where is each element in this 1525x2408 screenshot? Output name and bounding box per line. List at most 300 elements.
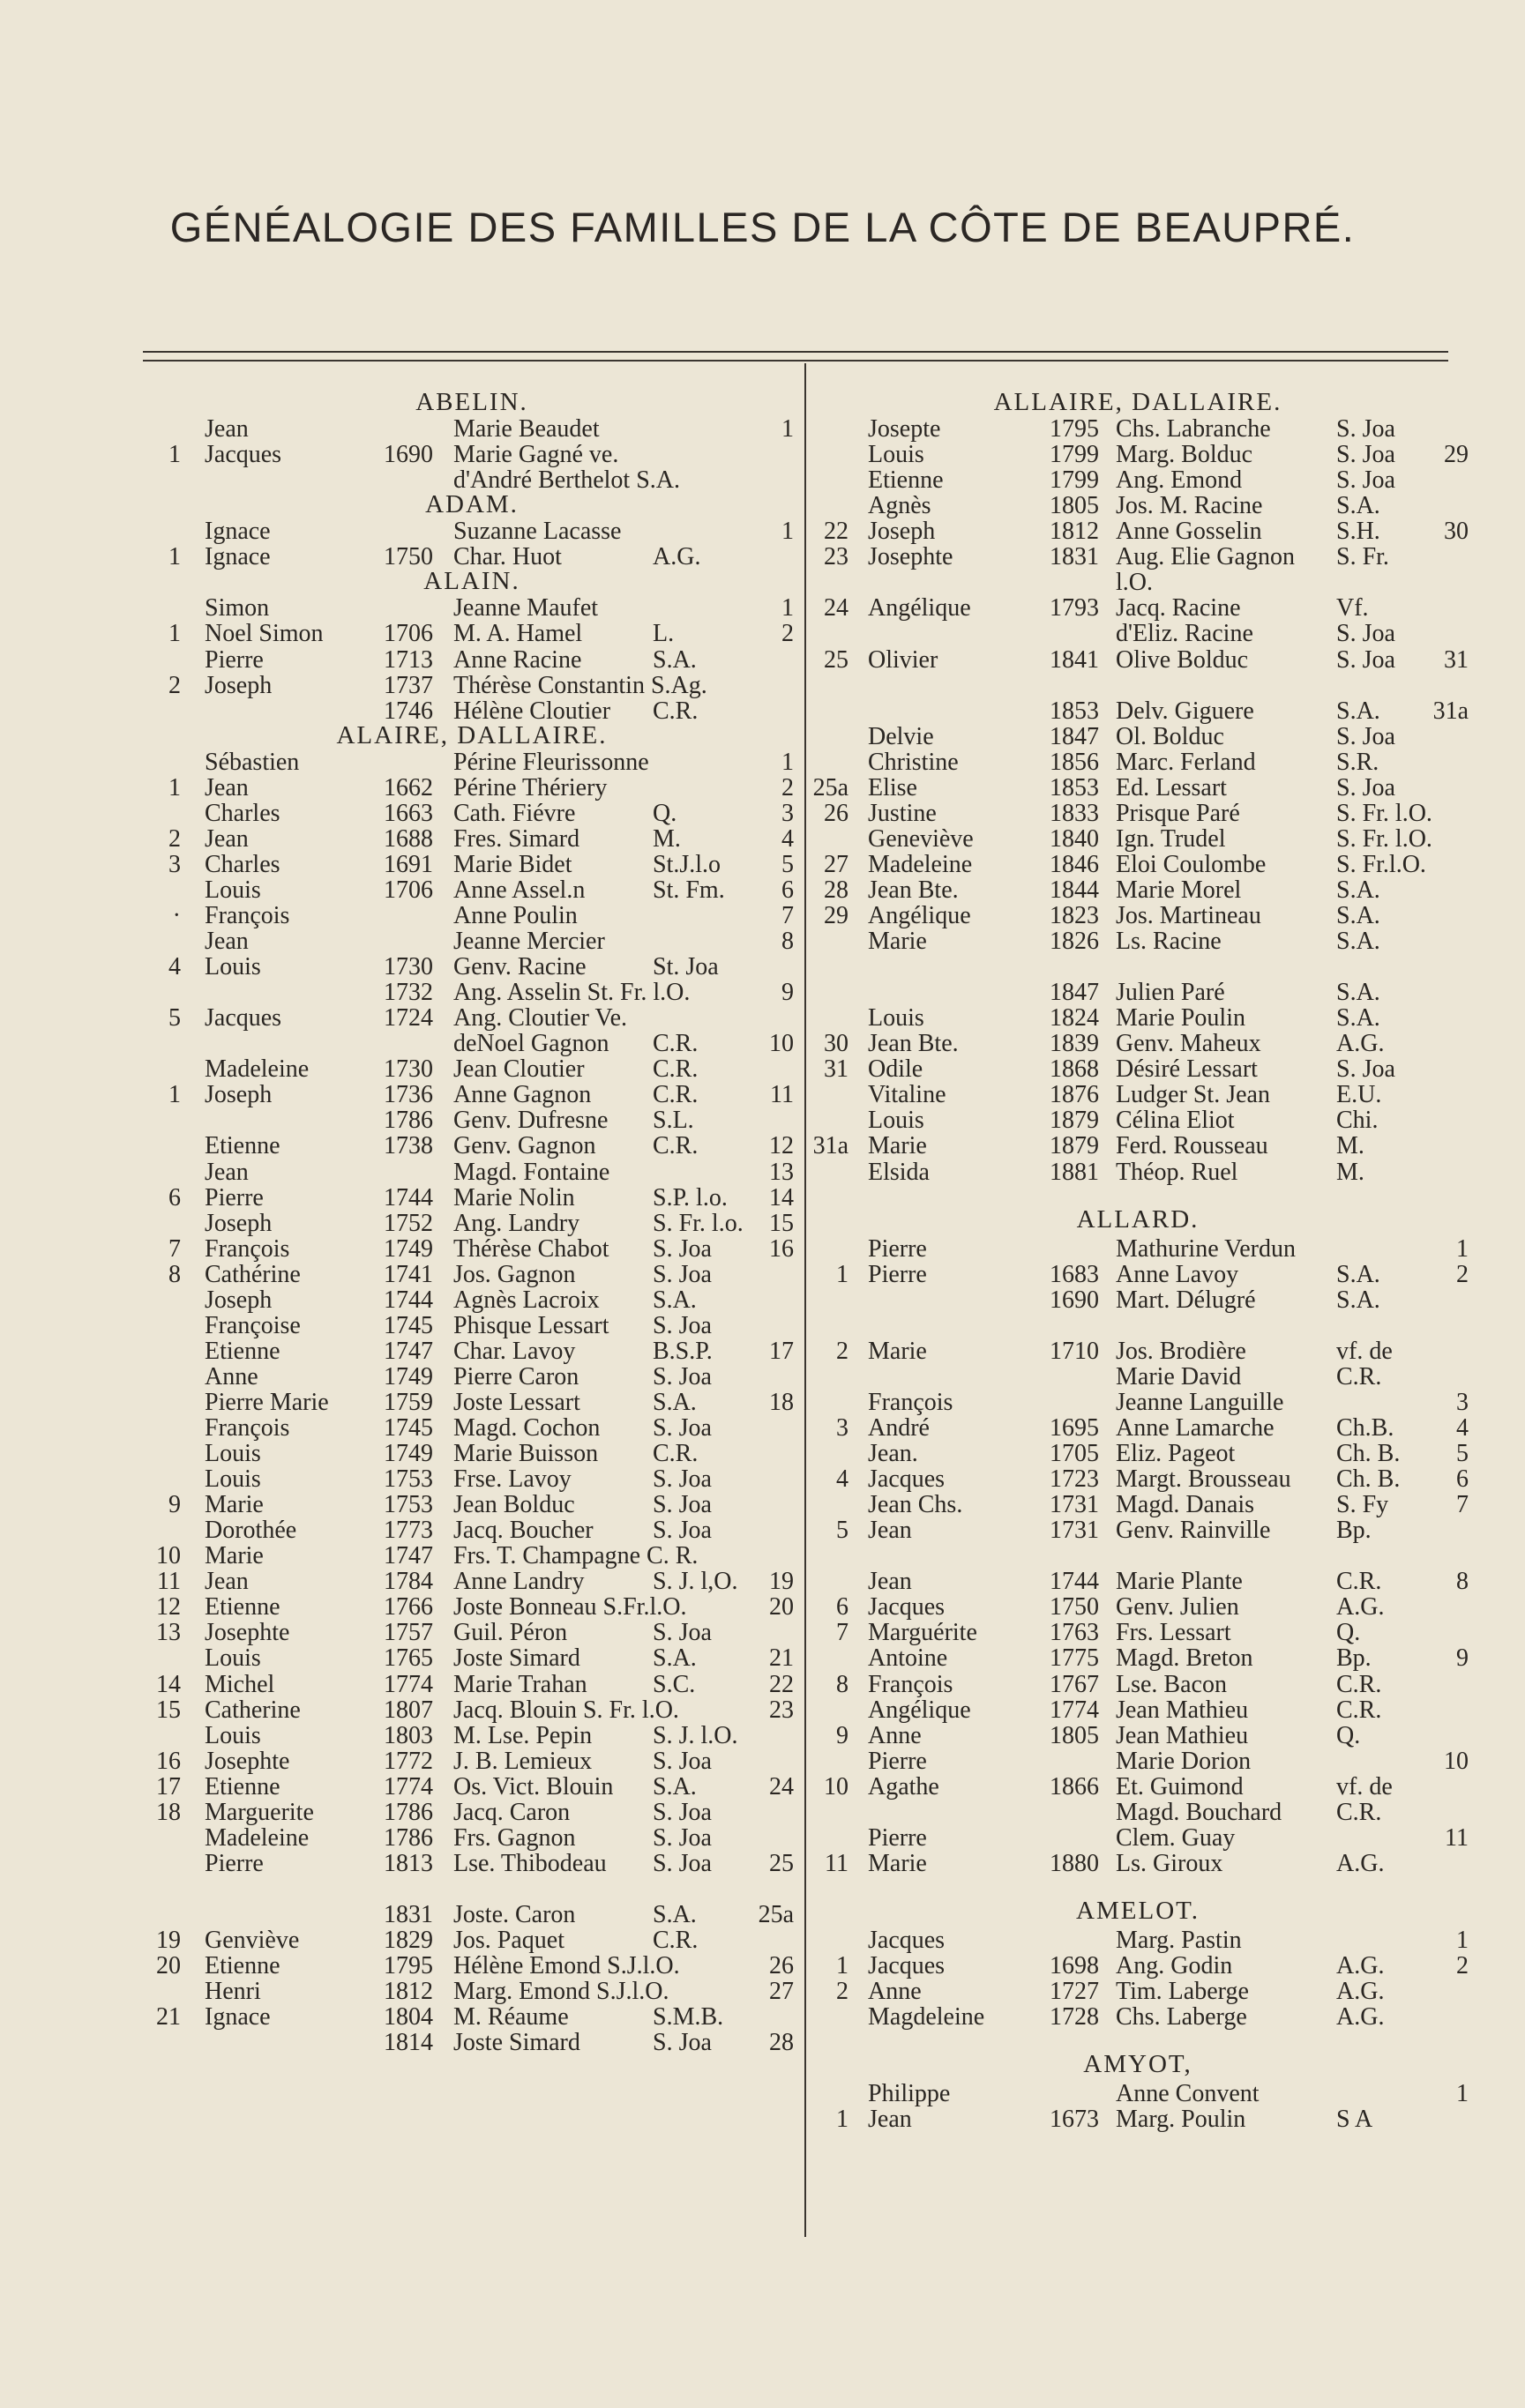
entry-year: 1881 — [1050, 1158, 1099, 1186]
entry-spouse: Marg. Pastin — [1116, 1927, 1242, 1954]
entry-ref: 27 — [769, 1978, 794, 2006]
entry-given: Jean Chs. — [868, 1491, 963, 1519]
entry-ref: 1 — [781, 415, 794, 444]
genealogy-entry — [0, 1313, 1525, 1338]
entry-spouse: Joste Bonneau S.Fr.l.O. — [453, 1593, 687, 1621]
entry-spouse: Joste Simard — [453, 1644, 580, 1673]
entry-spouse: Lse. Thibodeau — [453, 1849, 607, 1877]
entry-year: 1744 — [1050, 1568, 1099, 1596]
genealogy-entry — [0, 801, 1525, 826]
entry-spouse: Ang. Landry — [453, 1209, 580, 1237]
entry-year: 1752 — [384, 1209, 433, 1237]
genealogy-entry — [0, 903, 1525, 928]
entry-spouse: Frse. Lavoy — [453, 1465, 572, 1494]
entry-spouse: Joste Lessart — [453, 1388, 580, 1416]
entry-spouse: Aug. Elie Gagnon — [1116, 543, 1295, 571]
entry-given: Ignace — [205, 2003, 271, 2032]
entry-year: 1749 — [384, 1234, 433, 1263]
genealogy-entry — [0, 1517, 1525, 1543]
entry-spouse: Anne Convent — [1116, 2080, 1260, 2108]
entry-ref: 23 — [769, 1696, 794, 1724]
entry-place: A.G. — [1336, 1593, 1385, 1621]
entry-year: 1683 — [1050, 1260, 1099, 1288]
entry-spouse: Marie Gagné ve. — [453, 441, 619, 469]
entry-place: S.A. — [653, 1644, 697, 1673]
entry-year: 1698 — [1050, 1952, 1099, 1980]
entry-given: Magdeleine — [868, 2003, 985, 2032]
genealogy-entry — [0, 570, 1525, 595]
entry-spouse: Jean Bolduc — [453, 1491, 575, 1519]
entry-spouse: Marie Plante — [1116, 1568, 1243, 1596]
entry-given: Jacques — [205, 1004, 282, 1033]
entry-num: 9 — [836, 1721, 848, 1749]
genealogy-entry — [0, 954, 1525, 980]
entry-year: 1736 — [384, 1081, 433, 1109]
entry-place: Bp. — [1336, 1644, 1372, 1673]
entry-ref: 1 — [1456, 1927, 1469, 1954]
entry-ref: 9 — [1456, 1644, 1469, 1673]
entry-place: S. Fr. l.o. — [653, 1209, 744, 1237]
entry-year: 1772 — [384, 1747, 433, 1775]
entry-place: S.A. — [1336, 979, 1380, 1007]
entry-spouse: Magd. Danais — [1116, 1491, 1255, 1519]
genealogy-entry — [0, 826, 1525, 852]
entry-ref: 21 — [769, 1644, 794, 1673]
entry-place: S. Fr. — [1336, 543, 1389, 571]
entry-num: 14 — [156, 1670, 181, 1698]
entry-ref: 1 — [781, 748, 794, 776]
entry-place: A.G. — [1336, 1030, 1385, 1058]
entry-place: C.R. — [653, 1440, 699, 1468]
entry-place: S. Joa — [653, 2029, 712, 2057]
genealogy-entry — [0, 2081, 1525, 2106]
entry-given: Catherine — [205, 1696, 301, 1724]
entry-num: · — [172, 902, 181, 929]
genealogy-entry — [0, 442, 1525, 467]
entry-year: 1753 — [384, 1491, 433, 1519]
entry-ref: 19 — [769, 1568, 794, 1596]
entry-given: Pierre — [205, 645, 264, 674]
entry-spouse: Char. Huot — [453, 543, 562, 571]
entry-num: 25a — [812, 773, 848, 801]
entry-place: S. Joa — [653, 1747, 712, 1775]
entry-spouse: Jean Mathieu — [1116, 1696, 1249, 1724]
entry-place: Q. — [1336, 1619, 1361, 1647]
entry-spouse: d'André Berthelot S.A. — [453, 466, 681, 495]
entry-place: S. Joa — [653, 1619, 712, 1647]
entry-spouse: d'Eliz. Racine — [1116, 620, 1253, 648]
entry-year: 1793 — [1050, 594, 1099, 623]
entry-year: 1840 — [1050, 824, 1099, 853]
entry-ref: 10 — [1444, 1747, 1469, 1775]
entry-year: 1795 — [1050, 415, 1099, 444]
entry-place: C.R. — [1336, 1696, 1382, 1724]
entry-spouse: Magd. Breton — [1116, 1644, 1253, 1673]
entry-given: Marie — [868, 1337, 927, 1365]
entry-ref: 6 — [1456, 1465, 1469, 1494]
entry-year: 1724 — [384, 1004, 433, 1033]
entry-year: 1731 — [1050, 1491, 1099, 1519]
genealogy-entry — [0, 1415, 1525, 1441]
entry-num: 13 — [156, 1619, 181, 1647]
entry-spouse: Hélène Emond S.J.l.O. — [453, 1952, 680, 1980]
entry-given: Ignace — [205, 518, 271, 546]
entry-year: 1879 — [1050, 1107, 1099, 1135]
entry-spouse: Ls. Racine — [1116, 928, 1222, 956]
entry-year: 1727 — [1050, 1978, 1099, 2006]
entry-spouse: Ang. Asselin St. Fr. l.O. — [453, 979, 691, 1007]
entry-given: Marguérite — [868, 1619, 977, 1647]
genealogy-entry — [0, 1492, 1525, 1517]
entry-given: Josepte — [868, 415, 941, 444]
entry-spouse: Tim. Laberge — [1116, 1978, 1249, 2006]
entry-num: 22 — [824, 518, 848, 546]
entry-ref: 14 — [769, 1183, 794, 1211]
entry-spouse: Ferd. Rousseau — [1116, 1132, 1268, 1160]
entry-given: Pierre — [868, 1747, 927, 1775]
entry-spouse: Eloi Coulombe — [1116, 850, 1267, 878]
entry-given: Madeleine — [205, 1823, 310, 1852]
entry-given: Geneviève — [868, 824, 974, 853]
entry-year: 1706 — [384, 620, 433, 648]
entry-year: 1853 — [1050, 697, 1099, 725]
entry-place: S. Joa — [653, 1798, 712, 1826]
genealogy-entry — [0, 647, 1525, 673]
entry-ref: 25 — [769, 1849, 794, 1877]
genealogy-entry — [0, 749, 1525, 775]
entry-place: S.H. — [1336, 518, 1380, 546]
entry-num: 24 — [824, 594, 848, 623]
entry-spouse: Jos. Paquet — [453, 1927, 564, 1954]
entry-given: François — [868, 1670, 953, 1698]
entry-year: 1813 — [384, 1849, 433, 1877]
entry-spouse: Et. Guimond — [1116, 1772, 1244, 1800]
entry-given: Josephte — [868, 543, 953, 571]
entry-year: 1691 — [384, 850, 433, 878]
entry-given: Josephte — [205, 1747, 290, 1775]
entry-ref: 1 — [781, 594, 794, 623]
entry-num: 1 — [168, 773, 181, 801]
genealogy-entry — [0, 1748, 1525, 1774]
entry-place: C.R. — [1336, 1362, 1382, 1390]
entry-ref: 17 — [769, 1337, 794, 1365]
entry-year: 1805 — [1050, 492, 1099, 520]
genealogy-entry — [0, 1107, 1525, 1133]
entry-spouse: deNoel Gagnon — [453, 1030, 609, 1058]
entry-given: Marie — [205, 1491, 264, 1519]
entry-year: 1831 — [1050, 543, 1099, 571]
entry-num: 23 — [824, 543, 848, 571]
entry-year: 1744 — [384, 1183, 433, 1211]
entry-num: 20 — [156, 1952, 181, 1980]
entry-given: Anne — [205, 1362, 258, 1390]
entry-ref: 1 — [781, 518, 794, 546]
top-rule-second — [143, 360, 1448, 362]
entry-ref: 2 — [1456, 1260, 1469, 1288]
entry-spouse: Delv. Giguere — [1116, 697, 1254, 725]
family-heading: ABELIN. — [415, 388, 528, 416]
entry-given: Philippe — [868, 2080, 951, 2108]
genealogy-entry — [0, 852, 1525, 877]
family-heading: ALAIRE, DALLAIRE. — [336, 720, 608, 749]
entry-given: Joseph — [868, 518, 936, 546]
entry-given: Olivier — [868, 645, 938, 674]
genealogy-entry — [0, 877, 1525, 903]
entry-ref: 10 — [769, 1030, 794, 1058]
entry-place: S. Joa — [653, 1362, 712, 1390]
entry-place: Ch.B. — [1336, 1414, 1394, 1442]
entry-year: 1839 — [1050, 1030, 1099, 1058]
genealogy-entry — [0, 2106, 1525, 2132]
entry-place: C.R. — [653, 1927, 699, 1954]
entry-year: 1765 — [384, 1644, 433, 1673]
entry-spouse: Anne Poulin — [453, 902, 578, 929]
entry-num: 17 — [156, 1772, 181, 1800]
entry-spouse: Chs. Labranche — [1116, 415, 1271, 444]
entry-given: Genviève — [205, 1927, 300, 1954]
entry-spouse: Phisque Lessart — [453, 1311, 609, 1339]
entry-place: S. Joa — [653, 1414, 712, 1442]
entry-num: 3 — [836, 1414, 848, 1442]
entry-spouse: Périne Fleurissonne — [453, 748, 649, 776]
entry-place: S. Joa — [653, 1823, 712, 1852]
entry-num: 16 — [156, 1747, 181, 1775]
genealogy-entry — [0, 1594, 1525, 1620]
entry-given: Jean — [868, 1517, 912, 1545]
entry-given: Dorothée — [205, 1517, 297, 1545]
family-heading: ADAM. — [425, 490, 519, 519]
entry-ref: 20 — [769, 1593, 794, 1621]
entry-num: 1 — [836, 1260, 848, 1288]
entry-spouse: Théop. Ruel — [1116, 1158, 1238, 1186]
entry-given: Jean Bte. — [868, 876, 959, 904]
entry-spouse: Joste Simard — [453, 2029, 580, 2057]
entry-given: Josephte — [205, 1619, 290, 1647]
entry-num: 6 — [836, 1593, 848, 1621]
entry-spouse: Ls. Giroux — [1116, 1849, 1223, 1877]
entry-given: Louis — [205, 1440, 261, 1468]
entry-spouse: Jacq. Blouin S. Fr. l.O. — [453, 1696, 679, 1724]
entry-year: 1844 — [1050, 876, 1099, 904]
entry-ref: 29 — [1444, 441, 1469, 469]
entry-given: Louis — [205, 953, 261, 981]
entry-given: Joseph — [205, 1286, 273, 1314]
entry-place: S. Joa — [1336, 645, 1395, 674]
entry-given: Madeleine — [868, 850, 973, 878]
entry-spouse: Jacq. Caron — [453, 1798, 571, 1826]
entry-ref: 12 — [769, 1132, 794, 1160]
entry-given: Henri — [205, 1978, 261, 2006]
entry-year: 1807 — [384, 1696, 433, 1724]
entry-num: 1 — [836, 2106, 848, 2134]
entry-ref: 26 — [769, 1952, 794, 1980]
entry-place: S. Joa — [1336, 415, 1395, 444]
entry-given: François — [205, 902, 290, 929]
entry-year: 1841 — [1050, 645, 1099, 674]
genealogy-entry — [0, 1031, 1525, 1056]
entry-year: 1774 — [1050, 1696, 1099, 1724]
entry-place: C.R. — [653, 1055, 699, 1084]
entry-spouse: Jean Mathieu — [1116, 1721, 1249, 1749]
entry-place: S. J. l,O. — [653, 1568, 738, 1596]
entry-spouse: Genv. Julien — [1116, 1593, 1239, 1621]
entry-spouse: Ol. Bolduc — [1116, 722, 1224, 750]
genealogy-entry — [0, 1825, 1525, 1851]
entry-year: 1745 — [384, 1414, 433, 1442]
entry-given: Elise — [868, 773, 917, 801]
entry-place: S.A. — [1336, 928, 1380, 956]
entry-place: Q. — [1336, 1721, 1361, 1749]
entry-year: 1847 — [1050, 979, 1099, 1007]
entry-given: Ignace — [205, 543, 271, 571]
entry-place: C.R. — [653, 1030, 699, 1058]
entry-spouse: Thérèse Chabot — [453, 1234, 609, 1263]
entry-place: Vf. — [1336, 594, 1369, 623]
entry-given: Louis — [868, 1004, 924, 1033]
entry-given: Delvie — [868, 722, 934, 750]
entry-year: 1749 — [384, 1362, 433, 1390]
entry-year: 1705 — [1050, 1440, 1099, 1468]
entry-spouse: Clem. Guay — [1116, 1823, 1236, 1852]
entry-place: S.M.B. — [653, 2003, 724, 2032]
entry-year: 1662 — [384, 773, 433, 801]
entry-given: Etienne — [205, 1132, 280, 1160]
genealogy-entry — [0, 1056, 1525, 1082]
entry-place: S. Joa — [1336, 466, 1395, 495]
entry-given: Agnès — [868, 492, 931, 520]
entry-spouse: Genv. Dufresne — [453, 1107, 609, 1135]
entry-place: S. Fr.l.O. — [1336, 850, 1426, 878]
entry-spouse: Pierre Caron — [453, 1362, 579, 1390]
entry-spouse: Ang. Cloutier Ve. — [453, 1004, 628, 1033]
entry-given: Françoise — [205, 1311, 301, 1339]
entry-spouse: Marie Bidet — [453, 850, 572, 878]
genealogy-entry — [0, 518, 1525, 544]
entry-place: A.G. — [1336, 1952, 1385, 1980]
entry-year: 1710 — [1050, 1337, 1099, 1365]
entry-num: 4 — [836, 1465, 848, 1494]
entry-year: 1744 — [384, 1286, 433, 1314]
entry-place: S.L. — [653, 1107, 694, 1135]
entry-ref: 28 — [769, 2029, 794, 2057]
genealogy-entry — [0, 1672, 1525, 1697]
entry-place: St.J.l.o — [653, 850, 721, 878]
entry-year: 1757 — [384, 1619, 433, 1647]
entry-year: 1846 — [1050, 850, 1099, 878]
genealogy-entry — [0, 1133, 1525, 1159]
entry-year: 1786 — [384, 1798, 433, 1826]
entry-ref: 22 — [769, 1670, 794, 1698]
entry-given: Angélique — [868, 594, 971, 623]
entry-year: 1826 — [1050, 928, 1099, 956]
entry-place: C.R. — [653, 697, 699, 725]
entry-place: Ch. B. — [1336, 1465, 1401, 1494]
entry-place: S.A. — [1336, 1286, 1380, 1314]
page-title: GÉNÉALOGIE DES FAMILLES DE LA CÔTE DE BEAUPRÉ. — [169, 204, 1356, 250]
entry-place: S. Joa — [1336, 441, 1395, 469]
entry-ref: 30 — [1444, 518, 1469, 546]
entry-place: C.R. — [1336, 1798, 1382, 1826]
entry-num: 1 — [168, 441, 181, 469]
entry-spouse: Jos. M. Racine — [1116, 492, 1263, 520]
entry-year: 1833 — [1050, 799, 1099, 827]
entry-given: Marguerite — [205, 1798, 314, 1826]
entry-ref: 11 — [770, 1081, 794, 1109]
entry-given: Jacques — [868, 1465, 946, 1494]
entry-place: A.G. — [1336, 1978, 1385, 2006]
entry-given: Jacques — [868, 1593, 946, 1621]
entry-spouse: Ang. Godin — [1116, 1952, 1233, 1980]
entry-spouse: Prisque Paré — [1116, 799, 1240, 827]
entry-year: 1690 — [384, 441, 433, 469]
genealogy-entry — [0, 467, 1525, 493]
entry-ref: 6 — [781, 876, 794, 904]
entry-ref: 24 — [769, 1772, 794, 1800]
entry-ref: 2 — [781, 773, 794, 801]
entry-spouse: Agnès Lacroix — [453, 1286, 600, 1314]
entry-num: 8 — [168, 1260, 181, 1288]
entry-given: Etienne — [868, 466, 944, 495]
entry-spouse: Jean Cloutier — [453, 1055, 585, 1084]
entry-place: S.A. — [1336, 1260, 1380, 1288]
entry-spouse: Joste. Caron — [453, 1900, 576, 1928]
entry-place: Bp. — [1336, 1517, 1372, 1545]
entry-year: 1730 — [384, 953, 433, 981]
entry-ref: 9 — [781, 979, 794, 1007]
genealogy-entry — [0, 1543, 1525, 1569]
entry-spouse: Suzanne Lacasse — [453, 518, 622, 546]
entry-spouse: Jeanne Maufet — [453, 594, 599, 623]
entry-num: 18 — [156, 1798, 181, 1826]
entry-ref: 2 — [781, 620, 794, 648]
entry-year: 1804 — [384, 2003, 433, 2032]
entry-place: S. Fr. l.O. — [1336, 799, 1432, 827]
entry-place: S. Joa — [653, 1465, 712, 1494]
genealogy-entry — [0, 1466, 1525, 1492]
entry-place: M. — [1336, 1132, 1364, 1160]
entry-num: 7 — [168, 1234, 181, 1263]
entry-year: 1879 — [1050, 1132, 1099, 1160]
entry-ref: 5 — [1456, 1440, 1469, 1468]
entry-given: Jean. — [868, 1440, 918, 1468]
genealogy-entry — [0, 1159, 1525, 1185]
entry-given: Antoine — [868, 1644, 948, 1673]
entry-num: 25 — [824, 645, 848, 674]
entry-year: 1868 — [1050, 1055, 1099, 1084]
entry-given: Elsida — [868, 1158, 930, 1186]
entry-spouse: Magd. Bouchard — [1116, 1798, 1282, 1826]
entry-year: 1732 — [384, 979, 433, 1007]
entry-place: St. Fm. — [653, 876, 725, 904]
entry-ref: 5 — [781, 850, 794, 878]
entry-place: S. Fy — [1336, 1491, 1389, 1519]
entry-place: S.A. — [1336, 902, 1380, 929]
entry-year: 1876 — [1050, 1081, 1099, 1109]
entry-given: Pierre — [868, 1234, 927, 1263]
entry-spouse: Eliz. Pageot — [1116, 1440, 1236, 1468]
entry-spouse: l.O. — [1116, 569, 1153, 597]
entry-spouse: Magd. Fontaine — [453, 1158, 610, 1186]
entry-spouse: Magd. Cochon — [453, 1414, 601, 1442]
entry-spouse: Jos. Brodière — [1116, 1337, 1246, 1365]
entry-ref: 7 — [781, 902, 794, 929]
genealogy-entry — [0, 1851, 1525, 1876]
entry-spouse: Mathurine Verdun — [1116, 1234, 1296, 1263]
entry-year: 1799 — [1050, 466, 1099, 495]
entry-spouse: Marie Poulin — [1116, 1004, 1245, 1033]
entry-num: 26 — [824, 799, 848, 827]
entry-spouse: Fres. Simard — [453, 824, 580, 853]
